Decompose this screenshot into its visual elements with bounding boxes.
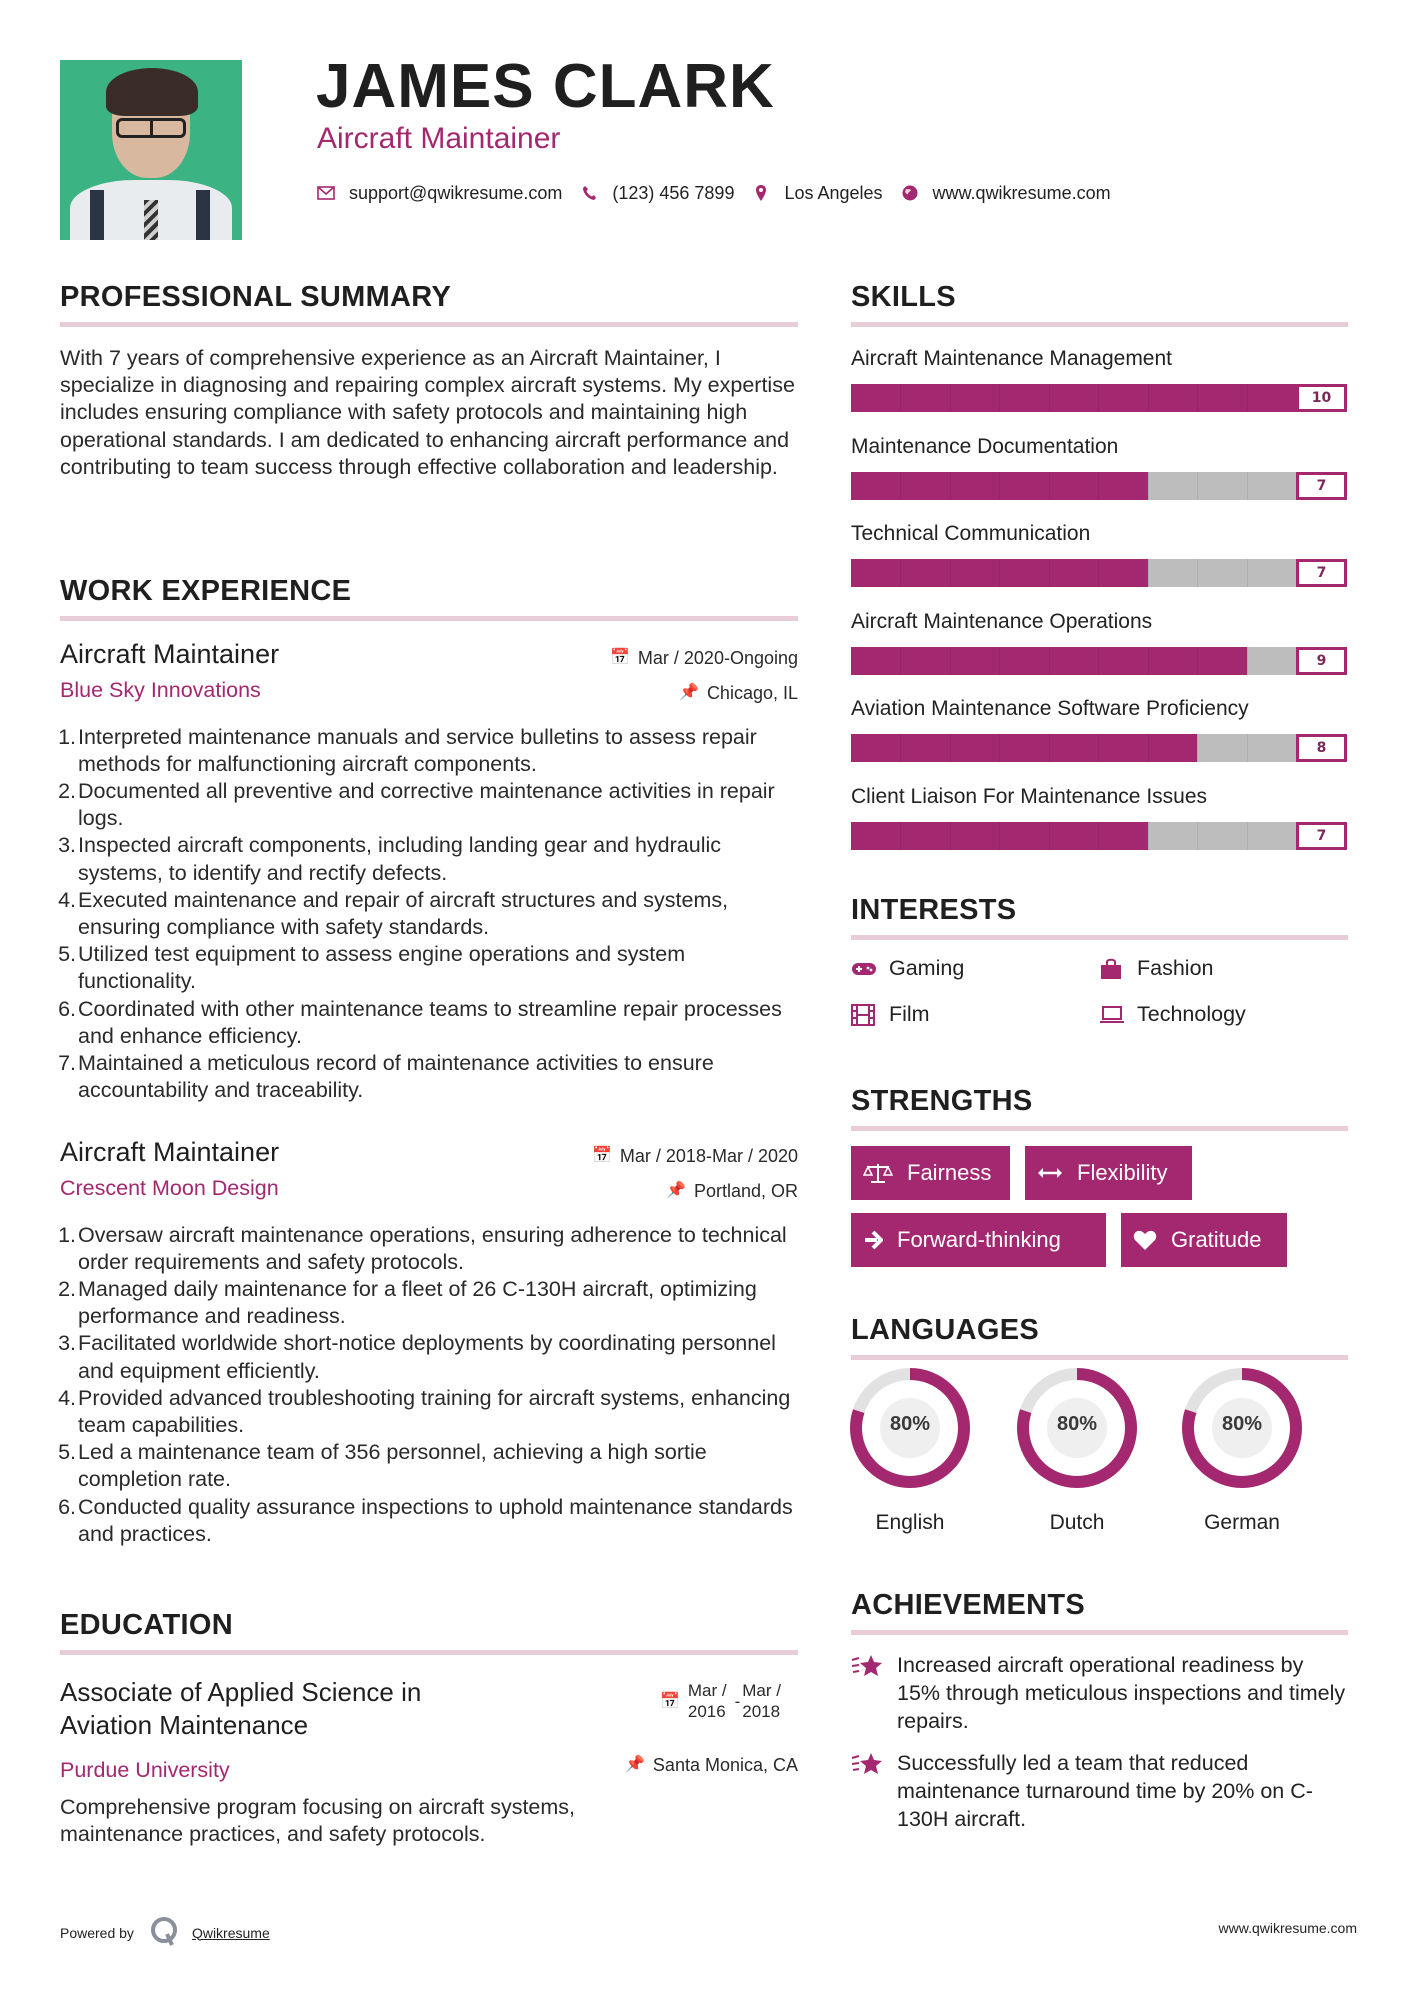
strength-chip-forward-thinking: Forward-thinking <box>851 1213 1106 1267</box>
skill-label: Aviation Maintenance Software Proficiency <box>851 697 1249 721</box>
strength-chip-flexibility: Flexibility <box>1025 1146 1192 1200</box>
skill-row <box>851 698 1347 762</box>
candidate-name: JAMES CLARK <box>316 52 775 121</box>
end-month: Mar / <box>742 1681 781 1700</box>
skill-score-badge: 7 <box>1296 559 1347 587</box>
start-year: 2016 <box>687 1702 726 1721</box>
envelope-icon <box>317 184 335 202</box>
summary-divider <box>60 322 798 327</box>
profile-photo <box>60 60 242 240</box>
pushpin-icon: 📌 <box>625 1756 645 1773</box>
strengths-divider <box>851 1126 1348 1131</box>
language-english <box>845 1367 975 1535</box>
calendar-icon: 📅 <box>609 649 630 666</box>
school-name: Purdue University <box>60 1758 230 1782</box>
language-dutch <box>1012 1367 1142 1535</box>
bullet-item: 6. Conducted quality assurance inspections to uphold maintenance standards and practices. <box>58 1494 793 1546</box>
contact-phone[interactable] <box>580 182 734 204</box>
end-year: 2018 <box>742 1702 781 1721</box>
gamepad-icon <box>851 961 877 977</box>
language-german <box>1177 1367 1307 1535</box>
film-icon <box>851 1004 877 1026</box>
skill-score-badge: 9 <box>1296 647 1347 675</box>
skill-level-bar <box>851 384 1347 412</box>
bullet-item: 4. Executed maintenance and repair of aircraft structures and systems, ensuring compliance with safety standards. <box>58 887 729 939</box>
job-title: Aircraft Maintainer <box>60 639 280 669</box>
summary-text: With 7 years of comprehensive experience as an Aircraft Maintainer, I specialize in diagnosing and repairing complex aircraft systems. My expertise includes ensuring compliance with safety protocols and maintaining high operational standards. I am dedicated to enhancing aircraft performance and contributing to team success through effective collaboration and leadership. <box>60 346 795 479</box>
phone-text: (123) 456 7899 <box>612 183 735 203</box>
qwikresume-link[interactable]: Qwikresume <box>191 1924 270 1941</box>
job-bullets <box>60 1222 798 1548</box>
skill-label: Client Liaison For Maintenance Issues <box>851 785 1208 808</box>
contact-row <box>317 182 1129 204</box>
bullet-item: 5. Utilized test equipment to assess engine operations and system functionality. <box>58 942 686 994</box>
achievement-item: Increased aircraft operational readiness by 15% through meticulous inspections and timely repairs. <box>851 1651 1351 1735</box>
skill-level-fill <box>851 734 1197 762</box>
powered-by-text: Powered by <box>60 1924 134 1941</box>
languages-divider <box>851 1355 1348 1360</box>
strengths-heading: STRENGTHS <box>851 1085 1033 1117</box>
strength-chip-gratitude: Gratitude <box>1121 1213 1287 1267</box>
skill-row <box>851 436 1347 500</box>
job-dates <box>610 649 798 667</box>
skill-score-badge: 7 <box>1296 472 1347 500</box>
achievements-divider <box>851 1630 1348 1635</box>
contact-website[interactable] <box>901 182 1111 204</box>
skill-level-bar <box>851 559 1347 587</box>
skill-level-bar <box>851 822 1347 850</box>
interest-film: Film <box>851 1004 930 1026</box>
bullet-item: 2. Documented all preventive and corrective maintenance activities in repair logs. <box>58 778 775 831</box>
language-percent: 80% <box>889 1413 931 1435</box>
experience-heading: WORK EXPERIENCE <box>60 575 352 607</box>
achievements-heading: ACHIEVEMENTS <box>851 1589 1086 1621</box>
achievement-item: Successfully led a team that reduced maintenance turnaround time by 20% on C-130H aircraft. <box>851 1749 1351 1833</box>
footer-powered-by <box>60 1916 270 1949</box>
heart-icon <box>1133 1229 1157 1251</box>
strength-chip-fairness: Fairness <box>851 1146 1010 1200</box>
bullet-item: 2. Managed daily maintenance for a fleet of 26 C-130H aircraft, optimizing performance and readiness. <box>58 1276 757 1329</box>
contact-location <box>752 182 882 204</box>
interest-technology: Technology <box>1099 1004 1246 1026</box>
bullet-item: 5. Led a maintenance team of 356 personnel, achieving a high sortie completion rate. <box>58 1440 707 1492</box>
education-location-text: Santa Monica, CA <box>652 1755 798 1775</box>
candidate-title: Aircraft Maintainer <box>317 122 561 155</box>
skills-divider <box>851 322 1348 327</box>
arrows-horizontal-icon <box>1037 1167 1063 1179</box>
contact-email[interactable] <box>317 182 562 204</box>
globe-icon <box>901 184 919 202</box>
skill-label: Maintenance Documentation <box>851 434 1119 458</box>
bullet-item: 4. Provided advanced troubleshooting training for aircraft systems, enhancing team capabilities. <box>58 1385 791 1437</box>
bullet-item: 7. Maintained a meticulous record of maintenance activities to ensure accountability and traceability. <box>58 1050 714 1103</box>
start-month: Mar / <box>687 1681 727 1700</box>
job-location-text: Portland, OR <box>693 1181 798 1201</box>
shooting-star-icon <box>851 1651 897 1735</box>
job-entry <box>60 641 798 1104</box>
bullet-item: 3. Facilitated worldwide short-notice deployments by coordinating personnel and equipment efficiently. <box>58 1331 776 1383</box>
skill-row <box>851 348 1347 412</box>
shopping-bag-icon <box>1099 958 1125 980</box>
footer-website-link[interactable]: www.qwikresume.com <box>1218 1920 1357 1936</box>
job-dates <box>592 1147 798 1165</box>
skill-score-badge: 10 <box>1296 384 1347 412</box>
job-title: Aircraft Maintainer <box>60 1137 280 1167</box>
language-name: German <box>1204 1511 1280 1534</box>
degree-line-2: Aviation Maintenance <box>60 1710 309 1740</box>
education-location <box>625 1756 798 1774</box>
interests-heading: INTERESTS <box>851 894 1017 926</box>
skill-label: Aircraft Maintenance Operations <box>851 609 1153 633</box>
education-dates <box>660 1680 781 1722</box>
job-company: Crescent Moon Design <box>60 1176 279 1200</box>
job-entry <box>60 1139 798 1548</box>
skill-row <box>851 523 1347 587</box>
interest-gaming: Gaming <box>851 958 964 980</box>
skill-row <box>851 786 1347 850</box>
phone-icon <box>580 184 598 202</box>
arrow-right-icon <box>863 1230 883 1250</box>
language-percent: 80% <box>1056 1413 1098 1435</box>
pushpin-icon: 📌 <box>666 1182 686 1199</box>
skill-score-badge: 7 <box>1296 822 1347 850</box>
education-entry <box>60 1676 798 1848</box>
language-name: Dutch <box>1049 1511 1105 1534</box>
job-dates-text: Mar / 2018-Mar / 2020 <box>619 1146 798 1166</box>
skill-label: Technical Communication <box>851 522 1091 546</box>
skill-level-bar <box>851 472 1347 500</box>
interests-divider <box>851 935 1348 940</box>
languages-heading: LANGUAGES <box>851 1314 1039 1346</box>
skill-label: Aircraft Maintenance Management <box>851 347 1172 370</box>
qwikresume-logo-icon <box>150 1916 178 1949</box>
skill-score-badge: 8 <box>1296 734 1347 762</box>
bullet-item: 3. Inspected aircraft components, including landing gear and hydraulic systems, to identify and rectify defects. <box>58 833 722 885</box>
job-company: Blue Sky Innovations <box>60 678 261 702</box>
education-description: Comprehensive program focusing on aircraft systems, maintenance practices, and safety protocols. <box>60 1794 576 1846</box>
summary-heading: PROFESSIONAL SUMMARY <box>60 281 452 313</box>
email-text: support@qwikresume.com <box>349 183 563 203</box>
job-bullets <box>60 724 798 1105</box>
shooting-star-icon <box>851 1749 897 1833</box>
bullet-item: 6. Coordinated with other maintenance teams to streamline repair processes and enhance efficiency. <box>58 996 782 1048</box>
skill-level-bar <box>851 647 1347 675</box>
job-location-text: Chicago, IL <box>706 683 798 703</box>
bullet-item: 1. Oversaw aircraft maintenance operations, ensuring adherence to technical order requirements and safety protocols. <box>58 1222 787 1274</box>
map-pin-icon <box>752 184 770 202</box>
job-location <box>679 684 798 702</box>
laptop-icon <box>1099 1005 1125 1025</box>
skill-level-bar <box>851 734 1347 762</box>
language-name: English <box>875 1511 945 1534</box>
job-dates-text: Mar / 2020-Ongoing <box>637 648 798 668</box>
balance-scale-icon <box>863 1162 893 1184</box>
experience-divider <box>60 616 798 621</box>
website-text: www.qwikresume.com <box>932 183 1111 203</box>
education-heading: EDUCATION <box>60 1609 233 1641</box>
pushpin-icon: 📌 <box>679 684 699 701</box>
education-divider <box>60 1650 798 1655</box>
date-separator: - <box>734 1691 741 1711</box>
interest-fashion: Fashion <box>1099 958 1214 980</box>
location-text: Los Angeles <box>784 183 883 203</box>
job-location <box>666 1182 798 1200</box>
skill-row <box>851 611 1347 675</box>
calendar-icon: 📅 <box>659 1692 680 1710</box>
skills-heading: SKILLS <box>851 281 956 313</box>
language-percent: 80% <box>1221 1413 1263 1435</box>
calendar-icon: 📅 <box>591 1147 612 1164</box>
degree-line-1: Associate of Applied Science in <box>60 1677 422 1707</box>
bullet-item: 1. Interpreted maintenance manuals and service bulletins to assess repair methods for malfunctioning aircraft components. <box>58 724 757 776</box>
